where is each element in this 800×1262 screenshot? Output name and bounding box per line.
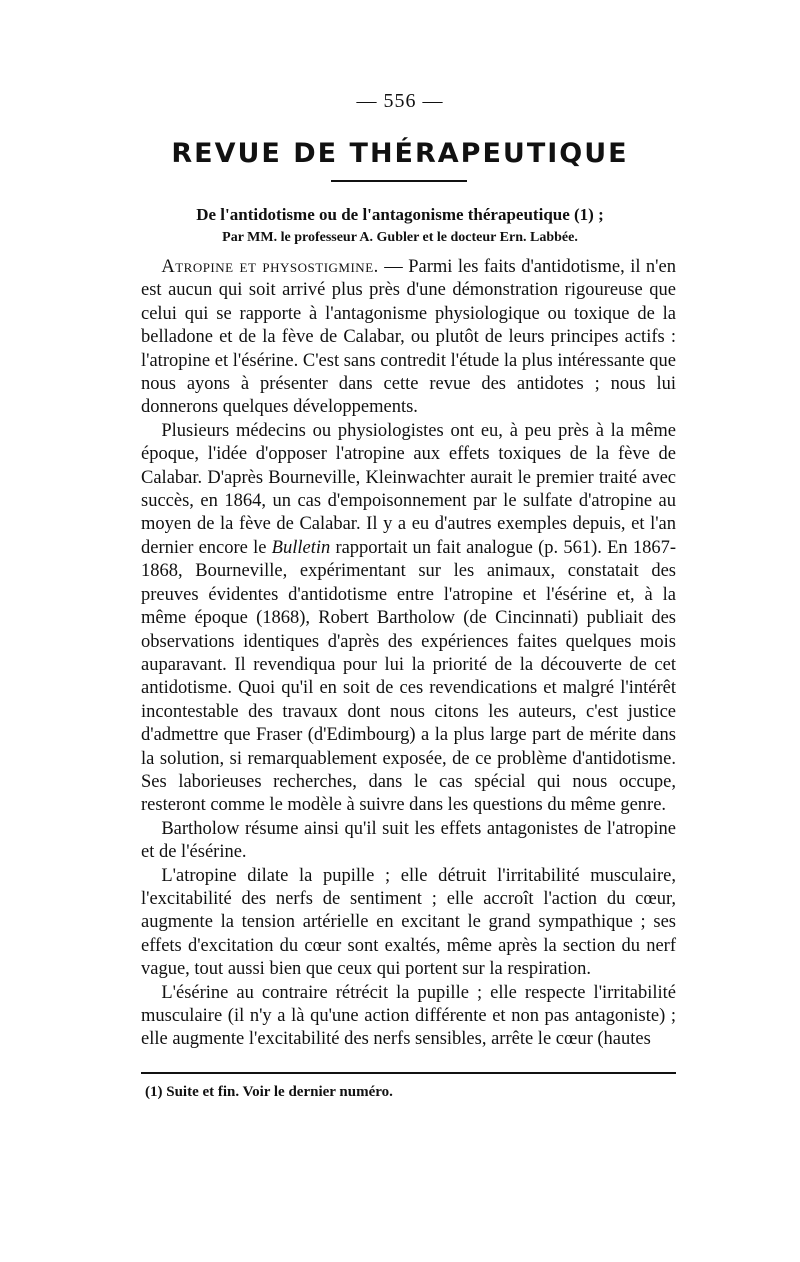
page-number: — 556 —: [356, 90, 444, 112]
paragraph-text: Bartholow résume ainsi qu'il suit les effets antagonistes de l'atropine et de l'ésérine.: [141, 818, 676, 863]
paragraph-text: — Parmi les faits d'antidotisme, il n'en est aucun qui soit arrivé plus près d'une démonstration rigoureuse que celui qui se rapporte à l'antagonisme physiologique ou toxique de la belladone et de la fève de Calabar, ou plutôt de leurs principes actifs : l'atropine et l'ésérine. C'est sans contredit l'étude la plus intéressante que nous ayons à présenter dans cette revue des antidotes ; nous lui donnerons quelques développements.: [141, 257, 676, 418]
paragraph-text: L'atropine dilate la pupille ; elle détruit l'irritabilité musculaire, l'excitabilité des nerfs de sentiment ; elle accroît l'action du cœur, augmente la tension artérielle en excitant le grand sympathique ; ses effets d'excitation du cœur sont exaltés, même après la section du nerf vague, tout aussi bien que ceux qui portent sur la respiration.: [141, 865, 676, 980]
article-title: De l'antidotisme ou de l'antagonisme thérapeutique (1) ;: [196, 205, 604, 224]
paragraph-4: [141, 865, 676, 982]
footnote-divider: [141, 1072, 676, 1074]
paragraph-text: L'ésérine au contraire rétrécit la pupille ; elle respecte l'irritabilité musculaire (il n'y a là qu'une action différente et non pas antagoniste) ; elle augmente l'excitabilité des nerfs sensibles, arrête le cœur (hautes: [141, 982, 676, 1050]
paragraph-1: [141, 256, 676, 420]
section-lead: Atropine et physostigmine.: [161, 257, 379, 277]
footnote: (1) Suite et fin. Voir le dernier numéro.: [145, 1084, 393, 1100]
article-authors: Par MM. le professeur A. Gubler et le docteur Ern. Labbée.: [222, 230, 578, 245]
journal-header: REVUE DE THÉRAPEUTIQUE: [171, 138, 629, 169]
title-divider: [331, 180, 467, 182]
paragraph-3: [141, 818, 676, 865]
paragraph-2: [141, 420, 676, 818]
paragraph-text: rapportait un fait analogue (p. 561). En 1867-1868, Bourneville, expérimentant sur les animaux, constatait des preuves évidentes d'antidotisme entre l'atropine et l'ésérine et, à la même époque (1868), Robert Bartholow (de Cincinnati) publiait des observations identiques d'après des expériences faites quelques mois auparavant. Il revendiqua pour lui la priorité de la découverte de cet antidotisme. Quoi qu'il en soit de ces revendications et malgré l'intérêt incontestable des travaux dont nous citons les auteurs, c'est justice d'admettre que Fraser (d'Edimbourg) a la plus large part de mérite dans la solution, si remarquablement exposée, de ce problème d'antidotisme. Ses laborieuses recherches, dans le cas spécial qui nous occupe, resteront comme le modèle à suivre dans les questions du même genre.: [141, 537, 677, 816]
journal-reference: Bulletin: [271, 537, 331, 558]
paragraph-text: Plusieurs médecins ou physiologistes ont eu, à peu près à la même époque, l'idée d'opposer l'atropine aux effets toxiques de la fève de Calabar. D'après Bourneville, Kleinwachter aurait le premier traité avec succès, en 1864, un cas d'empoisonnement par le sulfate d'atropine au moyen de la fève de Calabar. Il y a eu d'autres exemples depuis, et l'an dernier encore le: [141, 420, 676, 558]
article-body: [141, 256, 676, 1052]
paragraph-5: [141, 982, 676, 1052]
